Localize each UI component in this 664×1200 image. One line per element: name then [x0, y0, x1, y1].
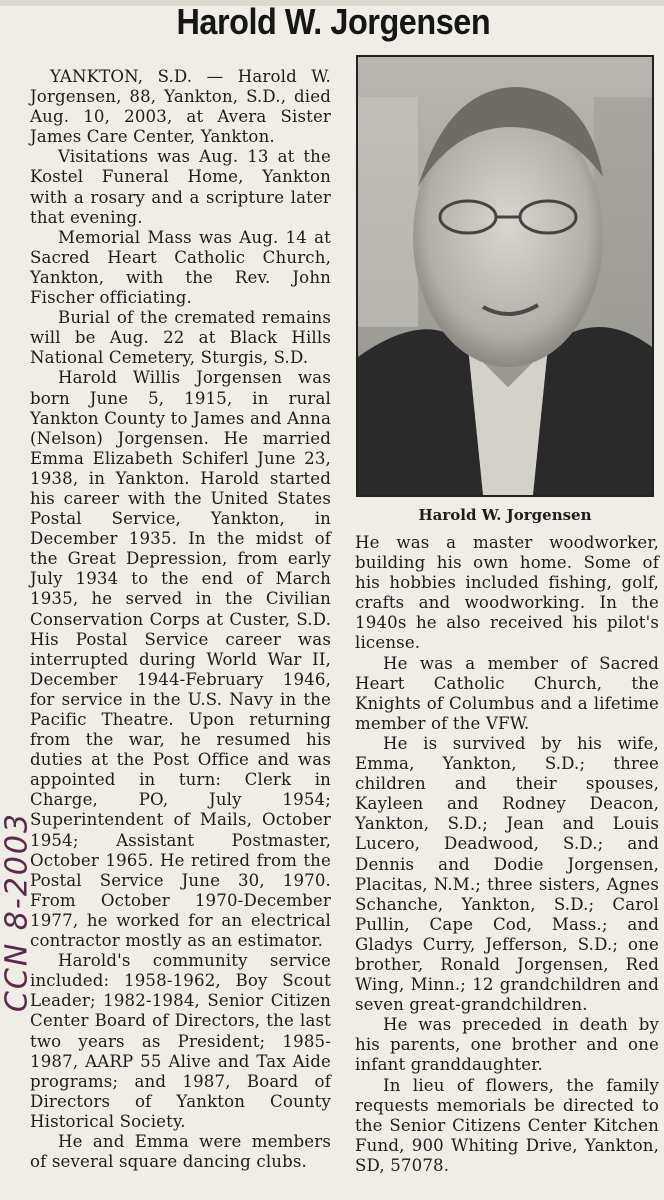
paragraph: YANKTON, S.D. — Harold W. Jorgensen, 88, Yankton, S.D., died Aug. 10, 2003, at Avera Sister James Care Center, Yankton.	[30, 67, 331, 147]
paragraph: Burial of the cremated remains will be Aug. 22 at Black Hills National Cemetery, Sturgis, S.D.	[30, 308, 331, 368]
paragraph: He is survived by his wife, Emma, Yankton, S.D.; three children and their spouses, Kayleen and Rodney Deacon, Yankton, S.D.; Jean and Louis Lucero, Deadwood, S.D.; and Dennis and Dodie Jorgensen, Placitas, N.M.; three sisters, Agnes Schanche, Yankton, S.D.; Carol Pullin, Cape Cod, Mass.; and Gladys Curry, Jefferson, S.D.; one brother, Ronald Jorgensen, Red Wing, Minn.; 12 grandchildren and seven great-grandchildren.	[355, 733, 659, 1015]
handwritten-note	[0, 792, 35, 1032]
headline: Harold W. Jorgensen	[176, 1, 491, 42]
paragraph: Harold Willis Jorgensen was born June 5, 1915, in rural Yankton County to James and Anna (Nelson) Jorgensen. He married Emma Elizabeth Schiferl June 23, 1938, in Yankton. Harold started his career with the United States Postal Service, Yankton, in December 1935. In the midst of the Great Depression, from early July 1934 to the end of March 1935, he served in the Civilian Conservation Corps at Custer, S.D. His Postal Service career was interrupted during World War II, December 1944-February 1946, for service in the U.S. Navy in the Pacific Theatre. Upon returning from the war, he resumed his duties at the Post Office and was appointed in turn: Clerk in Charge, PO, July 1954; Superintendent of Mails, October 1954; Assistant Postmaster, October 1965. He retired from the Postal Service June 30, 1970. From October 1970-December 1977, he worked for an electrical contractor mostly as an estimator.	[30, 368, 331, 951]
portrait-image	[358, 57, 652, 495]
paragraph: Visitations was Aug. 13 at the Kostel Funeral Home, Yankton with a rosary and a scripture later that evening.	[30, 147, 331, 227]
paragraph: He was a member of Sacred Heart Catholic Church, the Knights of Columbus and a lifetime member of the VFW.	[355, 653, 659, 733]
right-column	[355, 533, 659, 1176]
portrait-photo	[356, 55, 654, 497]
photo-caption: Harold W. Jorgensen	[418, 506, 592, 524]
paragraph: In lieu of flowers, the family requests memorials be directed to the Senior Citizens Center Kitchen Fund, 900 Whiting Drive, Yankton, SD, 57078.	[355, 1075, 659, 1175]
paragraph: He and Emma were members of several square dancing clubs.	[30, 1131, 331, 1172]
paragraph: Memorial Mass was Aug. 14 at Sacred Heart Catholic Church, Yankton, with the Rev. John Fischer officiating.	[30, 227, 331, 308]
left-column	[30, 67, 331, 1172]
paragraph: He was a master woodworker, building his own home. Some of his hobbies included fishing, golf, crafts and woodworking. In the 1940s he also received his pilot's license.	[355, 533, 659, 653]
handwritten-note-text: CCN 8-2003	[0, 811, 35, 1013]
paragraph: Harold's community service included: 1958-1962, Boy Scout Leader; 1982-1984, Senior Citizen Center Board of Directors, the last two years as President; 1985-1987, AARP 55 Alive and Tax Aide programs; and 1987, Board of Directors of Yankton County Historical Society.	[30, 951, 331, 1131]
paragraph: He was preceded in death by his parents, one brother and one infant granddaughter.	[355, 1015, 659, 1075]
